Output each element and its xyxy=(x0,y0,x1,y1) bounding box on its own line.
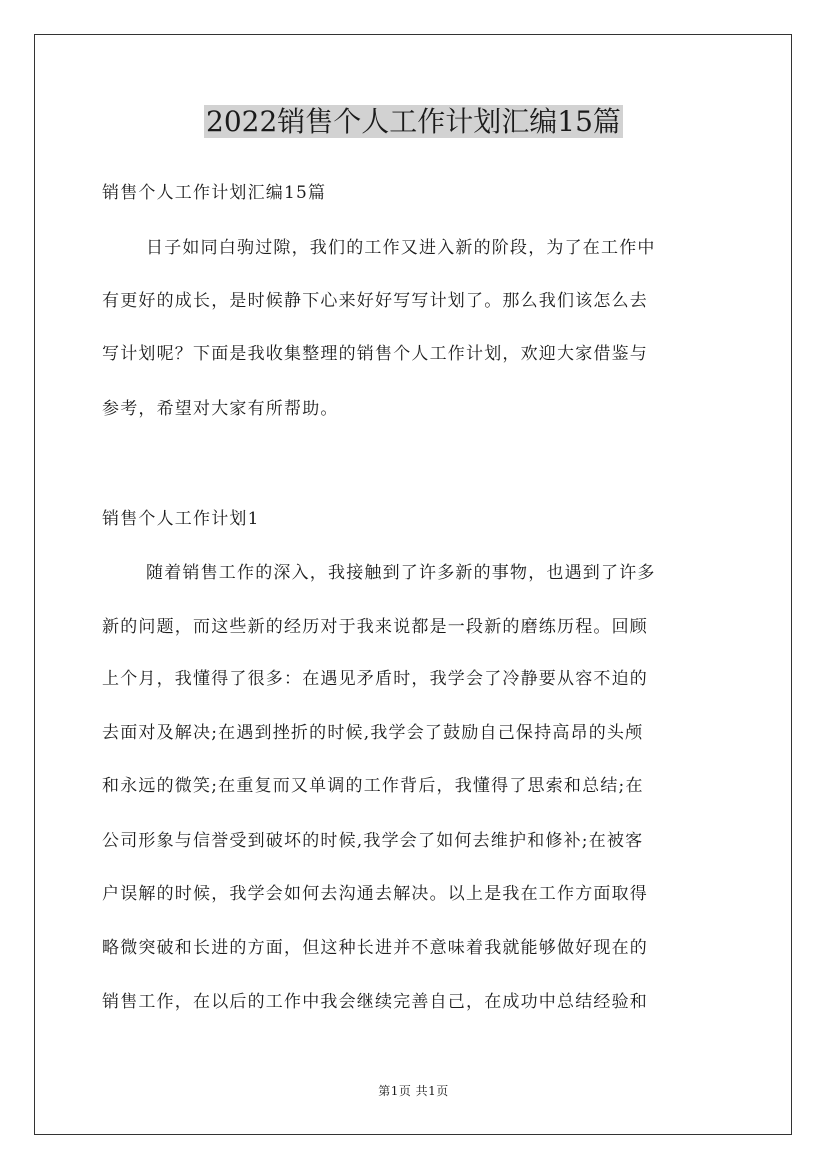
paragraph-line: 有更好的成长，是时候静下心来好好写写计划了。那么我们该怎么去 xyxy=(102,291,648,311)
paragraph-line: 参考，希望对大家有所帮助。 xyxy=(102,399,339,419)
paragraph-line: 销售工作，在以后的工作中我会继续完善自己，在成功中总结经验和 xyxy=(102,992,648,1012)
document-title-text: 2022销售个人工作计划汇编15篇 xyxy=(206,105,621,138)
paragraph-line: 去面对及解决;在遇到挫折的时候,我学会了鼓励自己保持高昂的头颅 xyxy=(102,723,644,743)
paragraph-line: 随着销售工作的深入，我接触到了许多新的事物，也遇到了许多 xyxy=(146,563,656,583)
paragraph-line: 公司形象与信誉受到破坏的时候,我学会了如何去维护和修补;在被客 xyxy=(102,831,644,851)
paragraph-line: 户误解的时候，我学会如何去沟通去解决。以上是我在工作方面取得 xyxy=(102,884,648,904)
document-title xyxy=(0,100,827,144)
paragraph-line: 新的问题，而这些新的经历对于我来说都是一段新的磨练历程。回顾 xyxy=(102,617,648,637)
paragraph-line: 日子如同白驹过隙，我们的工作又进入新的阶段，为了在工作中 xyxy=(146,238,656,258)
page-footer: 第1页 共1页 xyxy=(378,1084,449,1098)
paragraph-line: 和永远的微笑;在重复而又单调的工作背后，我懂得了思索和总结;在 xyxy=(102,776,644,796)
paragraph-line: 略微突破和长进的方面，但这种长进并不意味着我就能够做好现在的 xyxy=(102,938,648,958)
subtitle-line: 销售个人工作计划汇编15篇 xyxy=(102,183,327,203)
section-heading: 销售个人工作计划1 xyxy=(102,509,260,529)
paragraph-line: 上个月，我懂得了很多：在遇见矛盾时，我学会了冷静要从容不迫的 xyxy=(102,669,648,689)
paragraph-line: 写计划呢？下面是我收集整理的销售个人工作计划，欢迎大家借鉴与 xyxy=(102,344,648,364)
